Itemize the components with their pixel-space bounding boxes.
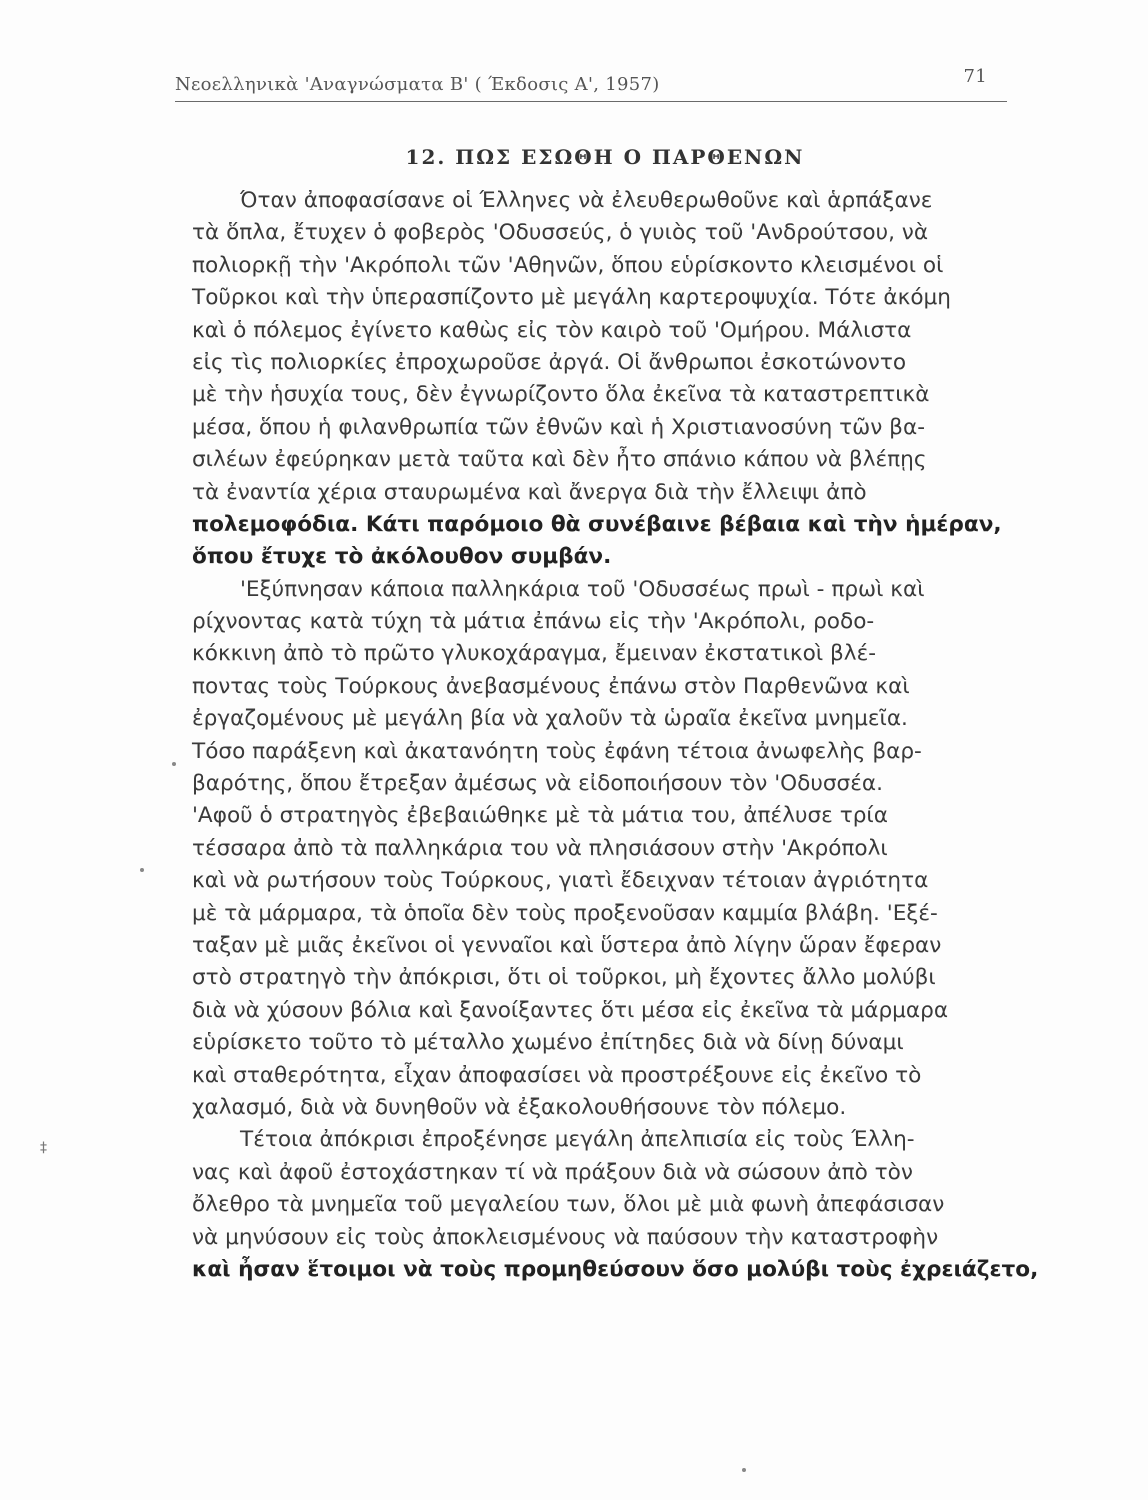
text-line: Όταν ἀποφασίσανε οἱ Έλληνες νὰ ἐλευθερωθοῦνε καὶ ἁρπάξανε [240, 188, 933, 213]
text-line: τὰ ὅπλα, ἔτυχεν ὁ φοβερὸς 'Οδυσσεύς, ὁ γυιὸς τοῦ 'Ανδρούτσου, νὰ [192, 220, 929, 246]
text-line: νὰ μηνύσουν εἰς τοὺς ἀποκλεισμένους νὰ παύσουν τὴν καταστροφὴν [192, 1224, 939, 1250]
text-line: εἰς τὶς πολιορκίες ἐπροχωροῦσε ἀργά. Οἱ ἄνθρωποι ἐσκοτώνοντο [192, 349, 907, 375]
text-line: εὑρίσκετο τοῦτο τὸ μέταλλο χωμένο ἐπίτηδες διὰ νὰ δίνῃ δύναμι [192, 1030, 904, 1056]
text-line: μὲ τὴν ἡσυχία τους, δὲν ἐγνωρίζοντο ὅλα ἐκεῖνα τὰ καταστρεπτικὰ [192, 382, 930, 408]
text-line: μὲ τὰ μάρμαρα, τὰ ὁποῖα δὲν τοὺς προξενοῦσαν καμμία βλάβη. 'Εξέ- [192, 900, 938, 926]
text-line: καὶ ὁ πόλεμος ἐγίνετο καθὼς εἰς τὸν καιρὸ τοῦ 'Ομήρου. Μάλιστα [192, 317, 912, 343]
text-line: τὰ ἐναντία χέρια σταυρωμένα καὶ ἄνεργα διὰ τὴν ἔλλειψι ἀπὸ [192, 479, 867, 505]
margin-dot [172, 762, 176, 766]
text-line: τέσσαρα ἀπὸ τὰ παλληκάρια του νὰ πλησιάσουν στὴν 'Ακρόπολι [192, 835, 888, 861]
text-line: στὸ στρατηγὸ τὴν ἀπόκρισι, ὅτι οἱ τοῦρκοι, μὴ ἔχοντες ἄλλο μολύβι [192, 965, 936, 991]
body-text [192, 185, 1047, 1286]
text-line: πολεμοφόδια. Κάτι παρόμοιο θὰ συνέβαινε βέβαια καὶ τὴν ἡμέραν, [192, 511, 1002, 537]
text-line: ρίχνοντας κατὰ τύχη τὰ μάτια ἐπάνω εἰς τὴν 'Ακρόπολι, ροδο- [192, 609, 875, 635]
text-line: ποντας τοὺς Τούρκους ἀνεβασμένους ἐπάνω στὸν Παρθενῶνα καὶ [192, 673, 910, 699]
header-rule [175, 101, 1007, 102]
running-header [175, 66, 1007, 102]
text-line: νας καὶ ἀφοῦ ἐστοχάστηκαν τί νὰ πράξουν διὰ νὰ σώσουν ἀπὸ τὸν [192, 1159, 913, 1185]
text-line: ὅπου ἔτυχε τὸ ἀκόλουθον συμβάν. [192, 544, 612, 570]
text-line: μέσα, ὅπου ἡ φιλανθρωπία τῶν ἐθνῶν καὶ ἡ Χριστιανοσύνη τῶν βα- [192, 414, 925, 440]
text-line: ταξαν μὲ μιᾶς ἐκεῖνοι οἱ γενναῖοι καὶ ὕστερα ἀπὸ λίγην ὥραν ἔφεραν [192, 932, 942, 958]
text-line: κόκκινη ἀπὸ τὸ πρῶτο γλυκοχάραγμα, ἔμειναν ἐκστατικοὶ βλέ- [192, 641, 877, 667]
text-line: πολιορκῇ τὴν 'Ακρόπολι τῶν 'Αθηνῶν, ὅπου εὑρίσκοντο κλεισμένοι οἱ [192, 252, 944, 278]
chapter-title: 12. ΠΩΣ ΕΣΩΘΗ Ο ΠΑΡΘΕΝΩΝ [405, 145, 805, 169]
text-line: Τοῦρκοι καὶ τὴν ὑπερασπίζοντο μὲ μεγάλη καρτεροψυχία. Τότε ἀκόμη [192, 285, 951, 311]
text-line: 'Αφοῦ ὁ στρατηγὸς ἐβεβαιώθηκε μὲ τὰ μάτια του, ἀπέλυσε τρία [192, 803, 888, 829]
text-line: καὶ νὰ ρωτήσουν τοὺς Τούρκους, γιατὶ ἔδειχναν τέτοιαν ἀγριότητα [192, 868, 929, 894]
text-line: ἐργαζομένους μὲ μεγάλη βία νὰ χαλοῦν τὰ ὡραῖα ἐκεῖνα μνημεῖα. [192, 706, 908, 732]
text-line: βαρότης, ὅπου ἔτρεξαν ἀμέσως νὰ εἰδοποιήσουν τὸν 'Οδυσσέα. [192, 771, 884, 797]
text-line: Τέτοια ἀπόκρισι ἐπροξένησε μεγάλη ἀπελπισία εἰς τοὺς Έλλη- [240, 1127, 915, 1153]
margin-dot [742, 1468, 746, 1472]
text-line: 'Εξύπνησαν κάποια παλληκάρια τοῦ 'Οδυσσέως πρωὶ - πρωὶ καὶ [240, 576, 925, 602]
page-number: 71 [963, 66, 987, 87]
margin-mark-icon [40, 1140, 50, 1158]
text-line: διὰ νὰ χύσουν βόλια καὶ ξανοίξαντες ὅτι μέσα εἰς ἐκεῖνα τὰ μάρμαρα [192, 997, 949, 1023]
text-line: καὶ ἦσαν ἕτοιμοι νὰ τοὺς προμηθεύσουν ὅσο μολύβι τοὺς ἐχρειάζετο, [192, 1256, 1039, 1282]
text-line: ὄλεθρο τὰ μνημεῖα τοῦ μεγαλείου των, ὅλοι μὲ μιὰ φωνὴ ἀπεφάσισαν [192, 1192, 945, 1218]
text-line: σιλέων ἐφεύρηκαν μετὰ ταῦτα καὶ δὲν ἦτο σπάνιο κάπου νὰ βλέπῃς [192, 447, 927, 473]
margin-dot [140, 868, 144, 872]
text-line: Τόσο παράξενη καὶ ἀκατανόητη τοὺς ἐφάνη τέτοια ἀνωφελὴς βαρ- [192, 738, 922, 764]
running-title: Νεοελληνικὰ 'Αναγνώσματα Β' ( Έκδοσις Α', 1957) [175, 74, 660, 95]
text-line: χαλασμό, διὰ νὰ δυνηθοῦν νὰ ἐξακολουθήσουνε τὸν πόλεμο. [192, 1094, 847, 1120]
text-line: καὶ σταθερότητα, εἶχαν ἀποφασίσει νὰ προστρέξουνε εἰς ἐκεῖνο τὸ [192, 1062, 922, 1088]
